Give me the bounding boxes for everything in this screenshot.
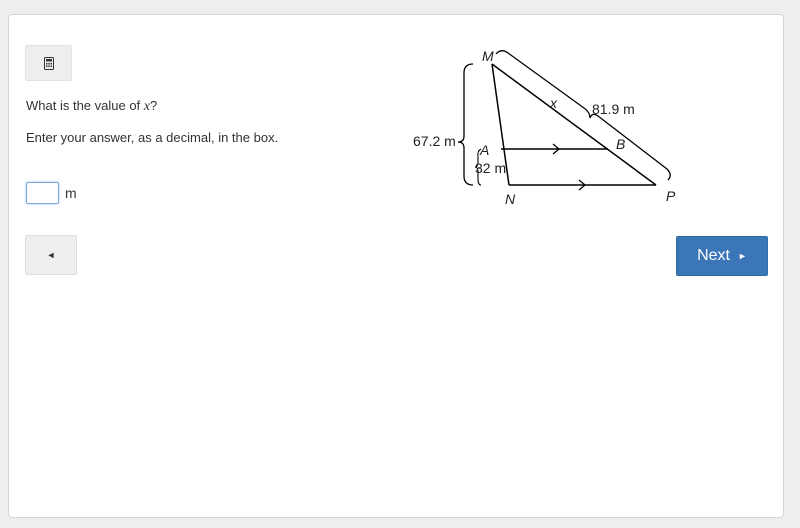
- calculator-button[interactable]: [25, 45, 72, 81]
- question-prefix: What is the value of: [26, 98, 144, 113]
- answer-input[interactable]: [26, 182, 59, 204]
- triangle-diagram: [389, 45, 689, 225]
- label-AN-length: 32 m: [475, 160, 507, 176]
- label-x: x: [550, 95, 557, 111]
- next-arrow-icon: ►: [737, 251, 747, 261]
- label-A: A: [480, 142, 490, 158]
- label-MN-length: 67.2 m: [413, 133, 456, 149]
- back-arrow-icon: ◄: [46, 250, 56, 260]
- question-suffix: ?: [150, 98, 158, 113]
- label-B: B: [616, 136, 626, 152]
- brace-MP: [496, 51, 670, 180]
- label-P: P: [666, 188, 676, 204]
- answer-row: [26, 182, 77, 204]
- next-label: Next: [697, 247, 730, 264]
- next-button[interactable]: [676, 236, 768, 276]
- question-text: [26, 98, 157, 115]
- back-button[interactable]: [25, 235, 77, 275]
- segment-MP: [492, 64, 656, 185]
- instruction-text: Enter your answer, as a decimal, in the box.: [26, 130, 279, 145]
- label-N: N: [505, 191, 516, 207]
- answer-unit: m: [65, 185, 77, 201]
- question-card: [8, 14, 784, 518]
- brace-MN: [458, 64, 473, 185]
- label-M: M: [482, 48, 494, 64]
- calculator-icon: [44, 57, 54, 70]
- question-variable: x: [143, 99, 150, 114]
- label-MP-length: 81.9 m: [592, 101, 635, 117]
